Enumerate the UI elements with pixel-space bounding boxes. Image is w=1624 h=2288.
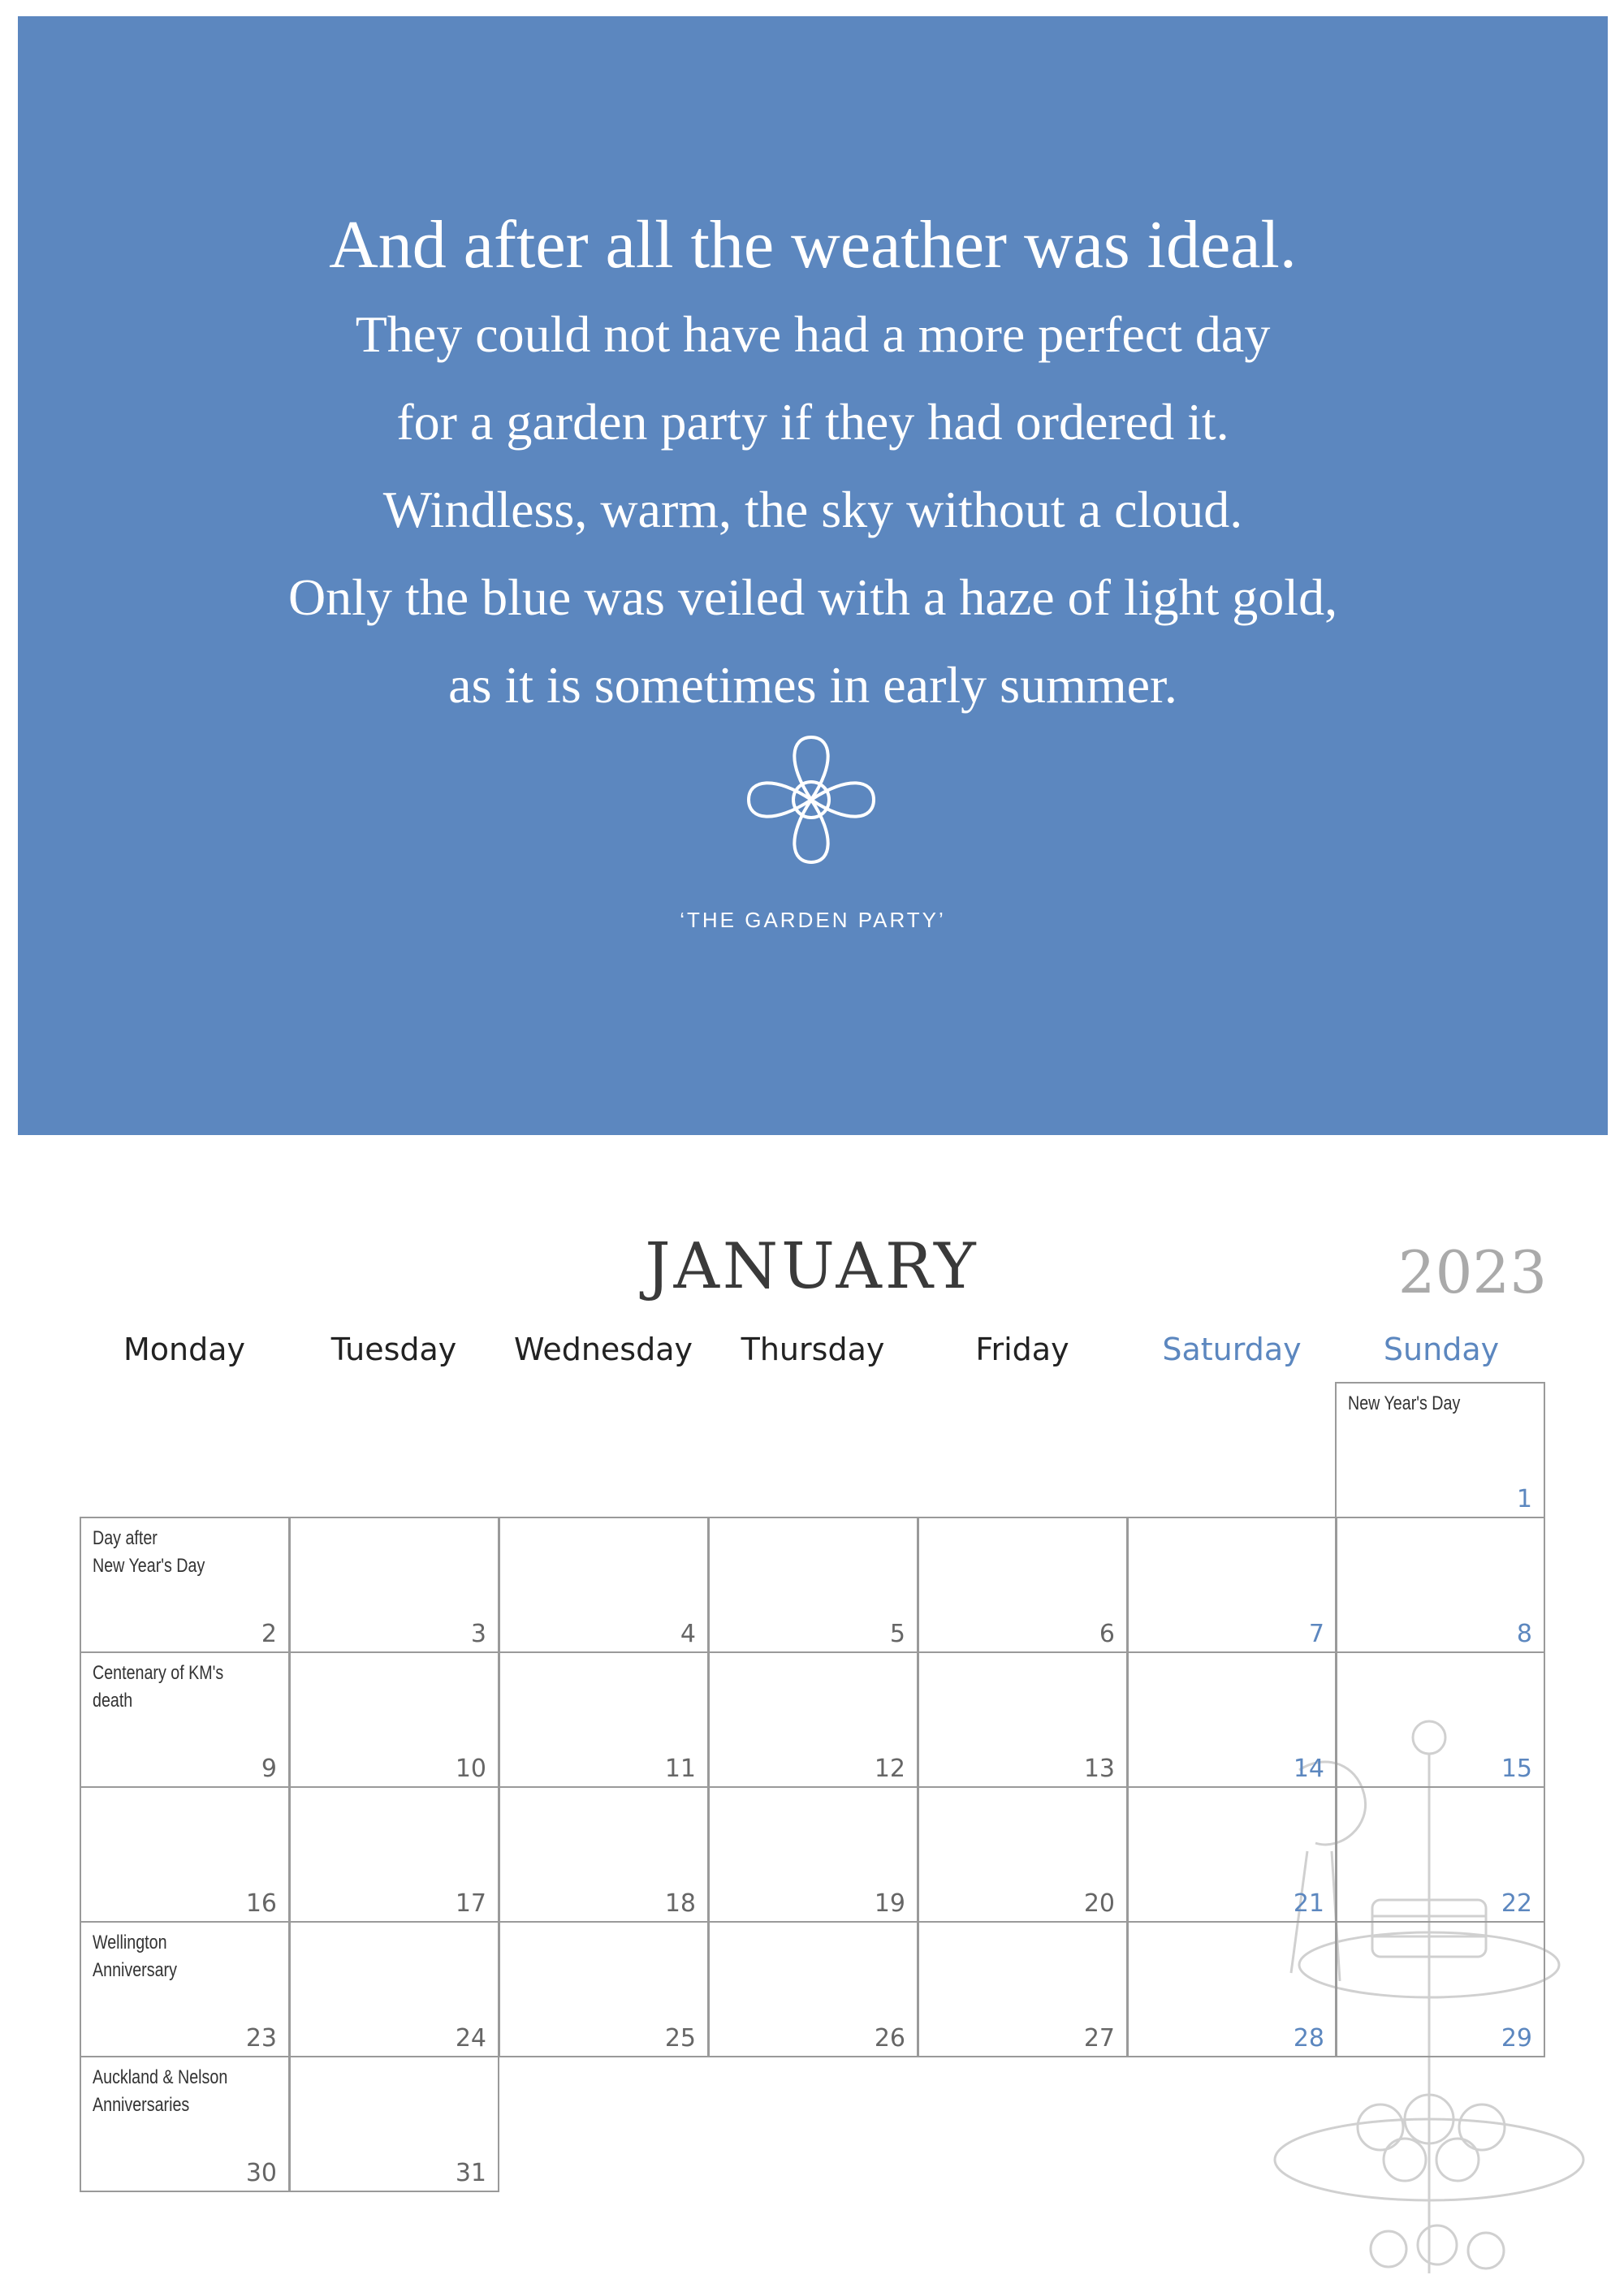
calendar-day[interactable] <box>80 1517 290 1653</box>
day-number: 17 <box>455 1889 486 1918</box>
calendar-day[interactable] <box>80 2056 290 2192</box>
calendar-day[interactable] <box>1335 1382 1545 1518</box>
quote-line: for a garden party if they had ordered it. <box>396 393 1229 451</box>
day-number: 13 <box>1083 1755 1115 1783</box>
day-number: 10 <box>455 1755 486 1783</box>
day-header-saturday: Saturday <box>1162 1332 1302 1367</box>
day-number: 23 <box>245 2024 277 2053</box>
calendar-day[interactable] <box>80 1921 290 2057</box>
day-number: 18 <box>664 1889 696 1918</box>
calendar-day[interactable] <box>80 1786 290 1923</box>
calendar-day[interactable] <box>289 1786 499 1923</box>
holiday-note: New Year's Day <box>1348 1392 1461 1414</box>
day-number: 6 <box>1099 1620 1115 1648</box>
calendar-day[interactable] <box>80 1651 290 1788</box>
day-number: 24 <box>455 2024 486 2053</box>
quote-title: And after all the weather was ideal. <box>329 207 1297 283</box>
calendar-day[interactable] <box>708 1651 918 1788</box>
holiday-note: Auckland & Nelson Anniversaries <box>93 2066 228 2116</box>
calendar-day[interactable] <box>918 1517 1128 1653</box>
month-title: JANUARY <box>645 1230 979 1303</box>
day-number: 9 <box>261 1755 277 1783</box>
quote-line: Only the blue was veiled with a haze of light gold, <box>287 568 1338 626</box>
day-number: 30 <box>245 2159 277 2187</box>
day-number: 31 <box>455 2159 486 2187</box>
calendar-day[interactable] <box>499 1651 709 1788</box>
quote-line: Windless, warm, the sky without a cloud. <box>382 481 1243 538</box>
day-header-monday: Monday <box>123 1332 245 1367</box>
calendar-day[interactable] <box>289 1651 499 1788</box>
calendar-day[interactable] <box>289 2056 499 2192</box>
day-header-tuesday: Tuesday <box>330 1332 457 1367</box>
calendar-day[interactable] <box>1127 1921 1337 2057</box>
calendar-day[interactable] <box>918 1921 1128 2057</box>
calendar-day[interactable] <box>708 1921 918 2057</box>
calendar-day[interactable] <box>1335 1786 1545 1923</box>
calendar-day[interactable] <box>918 1786 1128 1923</box>
day-number: 28 <box>1293 2024 1324 2053</box>
day-number: 16 <box>245 1889 277 1918</box>
day-number: 21 <box>1293 1889 1324 1918</box>
calendar-day[interactable] <box>499 1921 709 2057</box>
quote-attribution: ‘THE GARDEN PARTY’ <box>680 908 946 932</box>
holiday-note: Day after New Year's Day <box>93 1527 205 1577</box>
day-number: 25 <box>664 2024 696 2053</box>
day-number: 15 <box>1501 1755 1532 1783</box>
day-number: 20 <box>1083 1889 1115 1918</box>
calendar-day[interactable] <box>1335 1921 1545 2057</box>
calendar-day[interactable] <box>1335 1517 1545 1653</box>
day-number: 14 <box>1293 1755 1324 1783</box>
celtic-knot-ornament-icon <box>742 731 880 869</box>
calendar-day[interactable] <box>1127 1786 1337 1923</box>
day-header-sunday: Sunday <box>1383 1332 1500 1367</box>
calendar-day[interactable] <box>1127 1651 1337 1788</box>
day-header-thursday: Thursday <box>741 1332 885 1367</box>
calendar-day[interactable] <box>708 1786 918 1923</box>
day-number: 8 <box>1516 1620 1532 1648</box>
holiday-note: Wellington Anniversary <box>93 1932 177 1981</box>
day-number: 3 <box>470 1620 486 1648</box>
day-number: 4 <box>680 1620 696 1648</box>
calendar-day[interactable] <box>499 1517 709 1653</box>
day-number: 12 <box>874 1755 905 1783</box>
day-number: 7 <box>1308 1620 1324 1648</box>
day-number: 11 <box>664 1755 696 1783</box>
day-header-wednesday: Wednesday <box>513 1332 693 1367</box>
day-number: 2 <box>261 1620 277 1648</box>
day-number: 5 <box>889 1620 905 1648</box>
calendar-day[interactable] <box>289 1517 499 1653</box>
day-number: 1 <box>1516 1485 1532 1513</box>
day-number: 22 <box>1501 1889 1532 1918</box>
day-header-friday: Friday <box>975 1332 1069 1367</box>
day-number: 27 <box>1083 2024 1115 2053</box>
calendar-day[interactable] <box>708 1517 918 1653</box>
day-number: 29 <box>1501 2024 1532 2053</box>
day-number: 19 <box>874 1889 905 1918</box>
calendar-day[interactable] <box>289 1921 499 2057</box>
year-title: 2023 <box>1397 1238 1547 1306</box>
holiday-note: Centenary of KM's death <box>93 1662 224 1712</box>
quote-line: They could not have had a more perfect day <box>355 305 1271 363</box>
calendar-day[interactable] <box>499 1786 709 1923</box>
quote-banner <box>18 16 1608 1135</box>
calendar-day[interactable] <box>918 1651 1128 1788</box>
calendar-day[interactable] <box>1335 1651 1545 1788</box>
calendar-day[interactable] <box>1127 1517 1337 1653</box>
day-number: 26 <box>874 2024 905 2053</box>
quote-line: as it is sometimes in early summer. <box>448 656 1177 714</box>
